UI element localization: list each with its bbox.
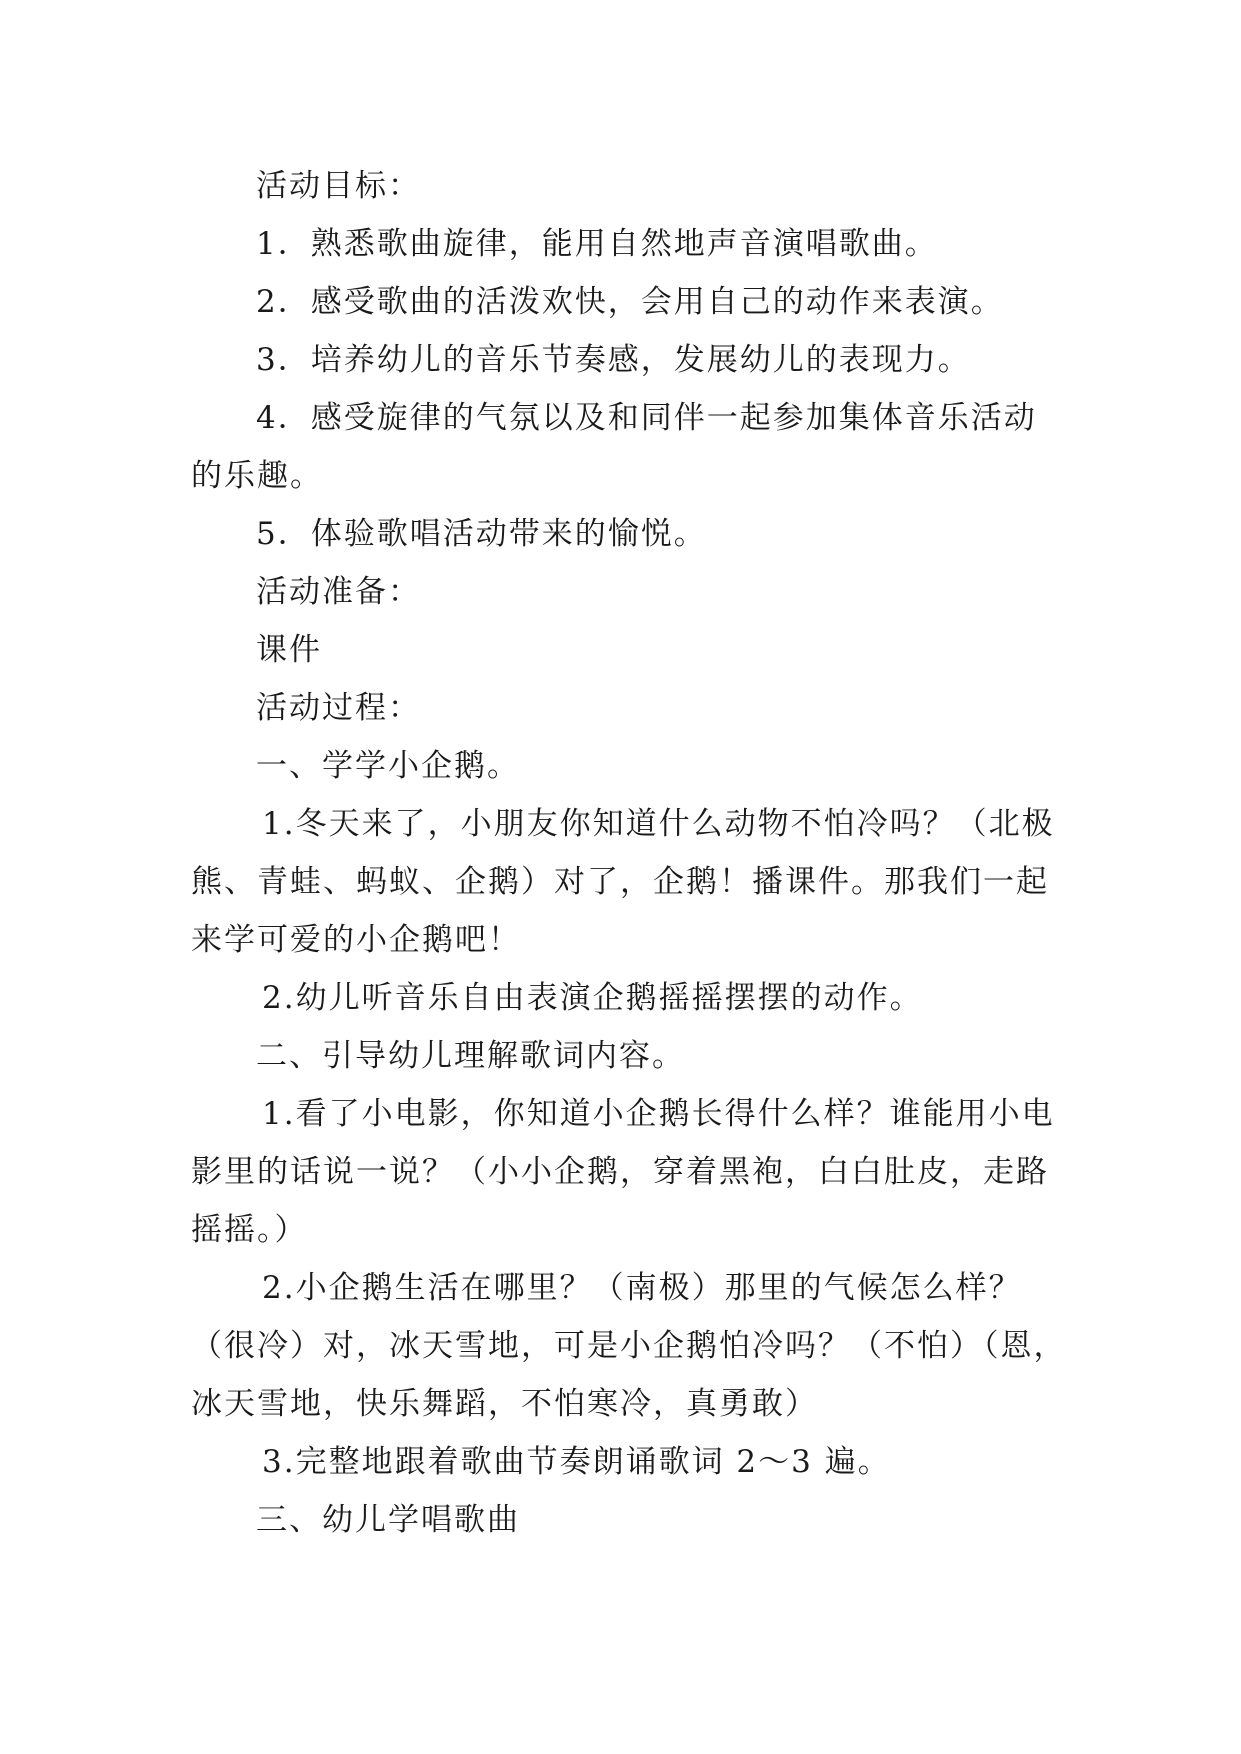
process-step-2-item-1-line-2: 影里的话说一说？（小小企鹅，穿着黑袍，白白肚皮，走路: [191, 1154, 1049, 1190]
goal-item-3: 3．培养幼儿的音乐节奏感，发展幼儿的表现力。: [256, 342, 971, 378]
section-heading-preparation: 活动准备：: [256, 574, 421, 610]
process-step-1-heading: 一、学学小企鹅。: [256, 748, 520, 784]
goal-item-4-continued: 的乐趣。: [191, 458, 323, 494]
goal-item-5: 5．体验歌唱活动带来的愉悦。: [256, 516, 707, 552]
goal-item-4: 4．感受旋律的气氛以及和同伴一起参加集体音乐活动: [256, 400, 1037, 436]
process-step-1-item-1: 1.冬天来了，小朋友你知道什么动物不怕冷吗？（北极: [262, 806, 1055, 842]
goal-item-1: 1．熟悉歌曲旋律，能用自然地声音演唱歌曲。: [256, 226, 938, 262]
process-step-2-item-1-line-3: 摇摇。）: [191, 1212, 308, 1248]
process-step-2-item-1: 1.看了小电影，你知道小企鹅长得什么样？谁能用小电: [262, 1096, 1055, 1132]
process-step-3-heading: 三、幼儿学唱歌曲: [256, 1502, 520, 1538]
section-heading-goals: 活动目标：: [256, 168, 421, 204]
process-step-2-item-2-line-3: 冰天雪地，快乐舞蹈，不怕寒冷，真勇敢）: [191, 1386, 818, 1422]
process-step-1-item-1-line-2: 熊、青蛙、蚂蚁、企鹅）对了，企鹅！播课件。那我们一起: [191, 864, 1049, 900]
process-step-2-heading: 二、引导幼儿理解歌词内容。: [256, 1038, 685, 1074]
process-step-1-item-1-line-3: 来学可爱的小企鹅吧！: [191, 922, 521, 958]
goal-item-2: 2．感受歌曲的活泼欢快，会用自己的动作来表演。: [256, 284, 1004, 320]
process-step-2-item-2: 2.小企鹅生活在哪里？（南极）那里的气候怎么样？: [262, 1270, 1022, 1306]
preparation-item: 课件: [256, 632, 322, 668]
section-heading-process: 活动过程：: [256, 690, 421, 726]
process-step-2-item-2-line-2: （很冷）对，冰天雪地，可是小企鹅怕冷吗？（不怕）（恩，: [191, 1328, 1067, 1364]
process-step-2-item-3: 3.完整地跟着歌曲节奏朗诵歌词 2～3 遍。: [262, 1444, 891, 1480]
process-step-1-item-2: 2.幼儿听音乐自由表演企鹅摇摇摆摆的动作。: [262, 980, 923, 1016]
